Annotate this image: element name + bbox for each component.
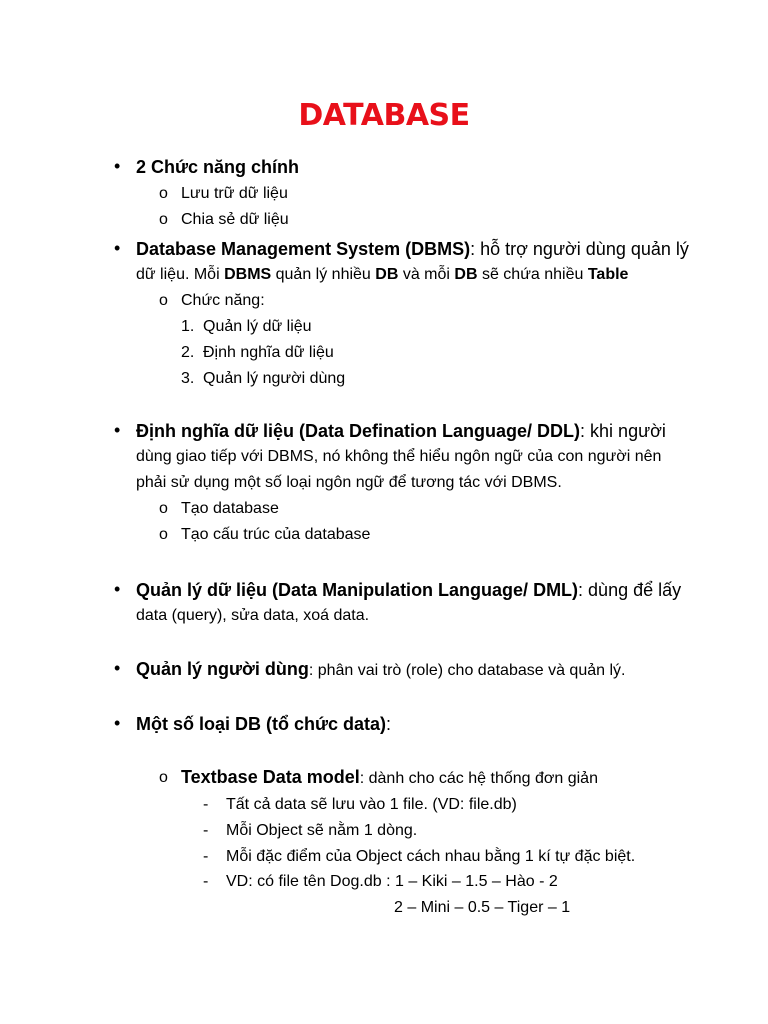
textbase-model-line bbox=[181, 767, 598, 788]
circle-marker: o bbox=[159, 185, 168, 202]
list-item: Chia sẻ dữ liệu bbox=[181, 211, 289, 228]
numbered-item: Định nghĩa dữ liệu bbox=[203, 344, 334, 361]
dash-marker: - bbox=[203, 822, 209, 839]
bullet-marker: • bbox=[114, 420, 121, 440]
number-marker: 1. bbox=[181, 318, 195, 335]
circle-marker: o bbox=[159, 526, 168, 543]
text-run-bold: Table bbox=[587, 266, 629, 283]
numbered-item: Quản lý người dùng bbox=[203, 370, 346, 387]
text-run-bold: DB bbox=[375, 266, 399, 283]
text-run-bold: DB bbox=[454, 266, 478, 283]
dash-item-continuation: 2 – Mini – 0.5 – Tiger – 1 bbox=[394, 899, 571, 916]
text-run: và mỗi bbox=[398, 266, 455, 283]
dash-item: Mỗi đặc điểm của Object cách nhau bằng 1 kí tự đặc biệt. bbox=[226, 848, 636, 865]
document-title: DATABASE bbox=[298, 98, 470, 133]
paragraph-dml-line1 bbox=[136, 580, 681, 601]
list-item: Lưu trữ dữ liệu bbox=[181, 185, 288, 202]
term-desc: : khi người bbox=[580, 421, 666, 441]
term-ddl: Định nghĩa dữ liệu (Data Defination Language/ DDL) bbox=[136, 421, 581, 441]
circle-marker: o bbox=[159, 500, 168, 517]
term-desc: : dành cho các hệ thống đơn giản bbox=[359, 770, 598, 787]
bullet-marker: • bbox=[114, 238, 121, 258]
paragraph-dbms-line2 bbox=[136, 266, 628, 284]
dash-marker: - bbox=[203, 796, 209, 813]
text-run: dữ liệu. Mỗi bbox=[136, 266, 225, 283]
term-desc: : bbox=[386, 714, 392, 734]
term-dml: Quản lý dữ liệu (Data Manipulation Language/ DML) bbox=[136, 580, 579, 600]
term-desc: : dùng để lấy bbox=[578, 580, 682, 600]
list-item: Tạo cấu trúc của database bbox=[181, 526, 371, 543]
numbered-item: Quản lý dữ liệu bbox=[203, 318, 312, 335]
section-heading-functions: 2 Chức năng chính bbox=[136, 157, 300, 177]
paragraph-dbms-line1 bbox=[136, 239, 689, 260]
dash-item: Mỗi Object sẽ nằm 1 dòng. bbox=[226, 822, 418, 839]
term-user-mgmt: Quản lý người dùng bbox=[136, 659, 309, 679]
text-run: sẽ chứa nhiều bbox=[477, 266, 588, 283]
bullet-marker: • bbox=[114, 713, 121, 733]
number-marker: 2. bbox=[181, 344, 195, 361]
text-run: quản lý nhiều bbox=[271, 266, 376, 283]
text-run-bold: DBMS bbox=[224, 266, 272, 283]
number-marker: 3. bbox=[181, 370, 195, 387]
dash-marker: - bbox=[203, 873, 209, 890]
dash-item: VD: có file tên Dog.db : 1 – Kiki – 1.5 – Hào - 2 bbox=[226, 873, 558, 890]
paragraph-ddl-line3: phải sử dụng một số loại ngôn ngữ để tương tác với DBMS. bbox=[136, 474, 562, 491]
bullet-marker: • bbox=[114, 156, 121, 176]
dash-item: Tất cả data sẽ lưu vào 1 file. (VD: file.db) bbox=[226, 796, 517, 813]
bullet-marker: • bbox=[114, 579, 121, 599]
bullet-marker: • bbox=[114, 658, 121, 678]
term-dbms: Database Management System (DBMS) bbox=[136, 239, 471, 259]
circle-marker: o bbox=[159, 211, 168, 228]
circle-marker: o bbox=[159, 292, 168, 309]
term-textbase: Textbase Data model bbox=[181, 767, 360, 787]
term-desc: : hỗ trợ người dùng quản lý bbox=[470, 239, 689, 259]
term-desc: : phân vai trò (role) cho database và quản lý. bbox=[308, 662, 626, 679]
paragraph-dml-line2: data (query), sửa data, xoá data. bbox=[136, 607, 370, 624]
paragraph-user-mgmt bbox=[136, 659, 625, 680]
dash-marker: - bbox=[203, 848, 209, 865]
paragraph-ddl-line1 bbox=[136, 421, 666, 442]
circle-marker: o bbox=[159, 769, 168, 786]
paragraph-db-types bbox=[136, 714, 391, 735]
list-item: Tạo database bbox=[181, 500, 279, 517]
paragraph-ddl-line2: dùng giao tiếp với DBMS, nó không thể hiểu ngôn ngữ của con người nên bbox=[136, 448, 662, 465]
list-item: Chức năng: bbox=[181, 292, 265, 309]
term-db-types: Một số loại DB (tổ chức data) bbox=[136, 714, 387, 734]
